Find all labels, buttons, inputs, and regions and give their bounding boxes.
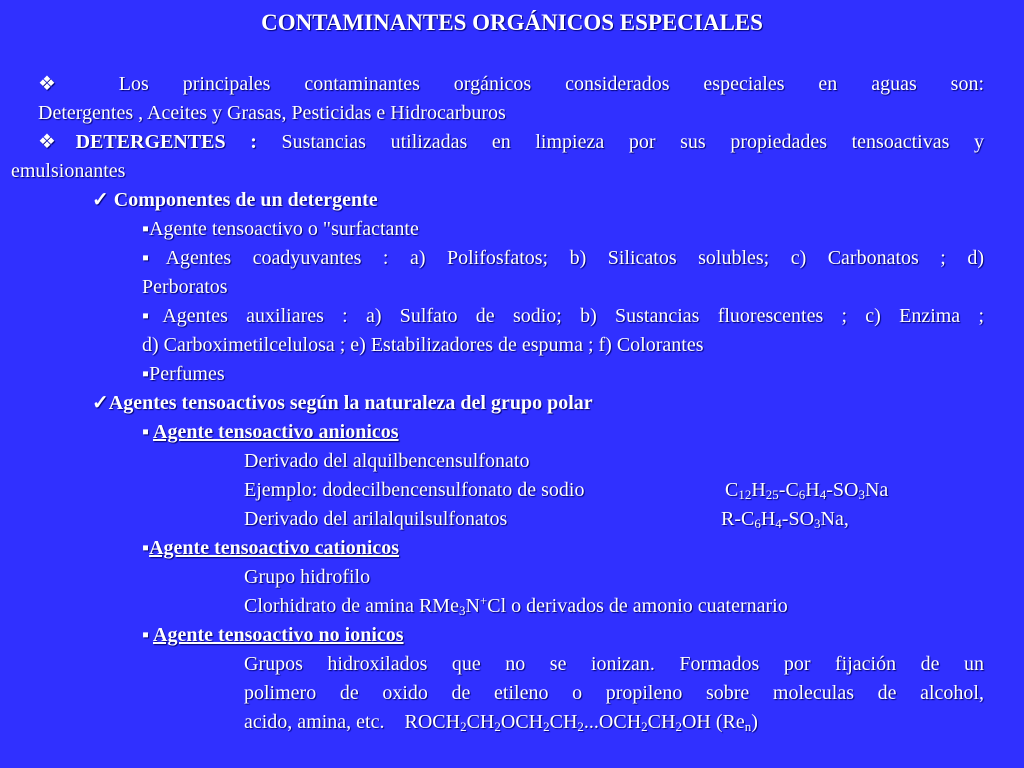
- square-bullet-icon: ▪: [142, 421, 150, 443]
- componentes-heading: ✓ Componentes de un detergente: [92, 189, 378, 211]
- square-bullet-icon: ▪: [142, 247, 166, 269]
- diamond-bullet-icon: ❖: [38, 131, 76, 153]
- checkmark-icon: ✓: [92, 392, 109, 414]
- detergentes-line-1: [38, 130, 984, 154]
- detergentes-text-1: Sustancias utilizadas en limpieza por sus propiedades tensoactivas y: [256, 131, 984, 153]
- componente-perfumes: ▪Perfumes: [142, 363, 225, 385]
- componente-auxiliares-2: d) Carboximetilcelulosa ; e) Estabilizadores de espuma ; f) Colorantes: [142, 334, 704, 356]
- square-bullet-icon: ▪: [142, 305, 163, 327]
- intro-text-1: Los principales contaminantes orgánicos considerados especiales en aguas son:: [118, 73, 985, 95]
- formula-polietoxilado: $ROCH_2CH_2OCH_2CH_2...OCH_2CH_2OH$ $(Re_n)$: [404, 711, 758, 734]
- intro-line-1: [38, 72, 984, 96]
- anionicos-heading: ▪ Agente tensoactivo anionicos: [142, 421, 399, 443]
- diamond-bullet-icon: ❖: [38, 73, 85, 95]
- square-bullet-icon: ▪: [142, 363, 150, 385]
- no-ionicos-heading: ▪ Agente tensoactivo no ionicos: [142, 624, 404, 646]
- no-ionicos-line-2: polimero de oxido de etileno o propileno sobre moleculas de alcohol,: [244, 682, 984, 704]
- cationicos-clorhidrato: Clorhidrato de amina RMe$_3$N+Cl o derivados de amonio cuaternario: [244, 593, 788, 618]
- tensoactivos-heading: ✓Agentes tensoactivos según la naturaleza del grupo polar: [92, 392, 593, 414]
- detergentes-heading: DETERGENTES :: [75, 131, 257, 153]
- square-bullet-icon: ▪: [142, 537, 150, 559]
- anionicos-derivado-2: Derivado del arilalquilsulfonatos: [244, 508, 508, 530]
- no-ionicos-line-1: Grupos hidroxilados que no se ionizan. Formados por fijación de un: [244, 653, 984, 675]
- componente-coadyuvantes-2: Perboratos: [142, 276, 228, 298]
- componente-coadyuvantes-1: ▪Agentes coadyuvantes : a) Polifosfatos; b) Silicatos solubles; c) Carbonatos ; d): [142, 247, 984, 269]
- cationicos-heading: ▪Agente tensoactivo cationicos: [142, 537, 400, 559]
- detergentes-line-2: emulsionantes: [11, 160, 126, 182]
- checkmark-icon: ✓: [92, 189, 109, 211]
- slide-title: CONTAMINANTES ORGÁNICOS ESPECIALES: [261, 10, 763, 35]
- intro-line-2: Detergentes , Aceites y Grasas, Pesticidas e Hidrocarburos: [38, 102, 506, 124]
- cationicos-grupo: Grupo hidrofilo: [244, 566, 371, 588]
- componente-auxiliares-1: ▪Agentes auxiliares : a) Sulfato de sodio; b) Sustancias fluorescentes ; c) Enzima ;: [142, 305, 984, 327]
- square-bullet-icon: ▪: [142, 218, 150, 240]
- componente-surfactante: ▪Agente tensoactivo o "surfactante: [142, 218, 419, 240]
- anionicos-ejemplo: Ejemplo: dodecilbencensulfonato de sodio: [244, 479, 585, 501]
- formula-arilalquilsulfonato: $R-C_6H_4-SO_3Na$,: [721, 508, 849, 531]
- anionicos-derivado-1: Derivado del alquilbencensulfonato: [244, 450, 530, 472]
- formula-dodecilbencensulfonato: $C_{12}H_{25}-C_6H_4-SO_3Na$: [725, 479, 889, 502]
- no-ionicos-line-3: acido, amina, etc. $ROCH_2CH_2OCH_2CH_2...OCH_2CH_2OH$ $(Re_n)$: [244, 711, 758, 734]
- square-bullet-icon: ▪: [142, 624, 150, 646]
